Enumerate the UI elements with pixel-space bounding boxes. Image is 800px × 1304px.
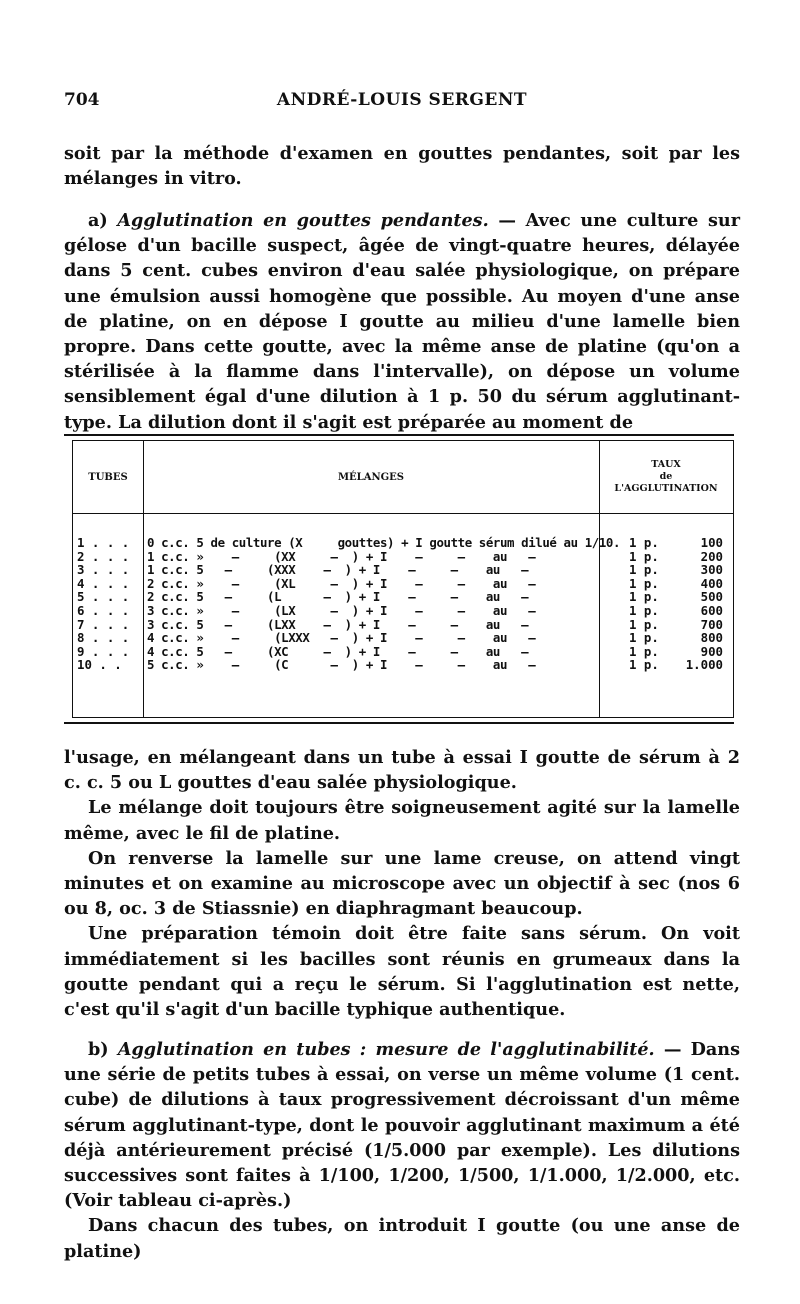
col-header-taux xyxy=(599,441,733,514)
tube-cell: 6 . . . xyxy=(77,602,130,618)
section-b xyxy=(64,1037,740,1264)
table-row xyxy=(73,535,733,549)
page-number: 704 xyxy=(64,90,100,110)
taux-prefix: 1 p. xyxy=(629,643,659,659)
taux-value: 300 xyxy=(700,562,723,578)
section-a xyxy=(64,208,740,435)
col-header-taux-line1: TAUX xyxy=(651,459,681,470)
section-b-paragraph xyxy=(64,1037,740,1213)
melange-cell: 2 c.c. » — (XL — ) + I — — au — xyxy=(147,575,536,591)
table-body xyxy=(73,535,733,671)
body-after-table xyxy=(64,745,740,1022)
melange-cell: 1 c.c. » — (XX — ) + I — — au — xyxy=(147,548,536,564)
table-row xyxy=(73,617,733,631)
taux-prefix: 1 p. xyxy=(629,535,659,550)
running-title: ANDRÉ-LOUIS SERGENT xyxy=(276,90,528,110)
taux-prefix: 1 p. xyxy=(629,575,659,591)
taux-prefix: 1 p. xyxy=(629,602,659,618)
table-row xyxy=(73,562,733,576)
melange-cell: 2 c.c. 5 — (L — ) + I — — au — xyxy=(147,589,529,605)
tube-cell: 8 . . . xyxy=(77,630,130,646)
taux-value: 400 xyxy=(700,575,723,591)
table-row xyxy=(73,630,733,644)
table-row xyxy=(73,549,733,563)
table-row xyxy=(73,644,733,658)
col-header-melanges: MÉLANGES xyxy=(143,441,600,514)
taux-prefix: 1 p. xyxy=(629,630,659,646)
intro-text: soit par la méthode d'examen en gouttes pendantes, soit par les mélanges in vitro. xyxy=(64,143,740,190)
melange-cell: 4 c.c. » — (LXXX — ) + I — — au — xyxy=(147,630,536,646)
table-row xyxy=(73,603,733,617)
taux-value: 1.000 xyxy=(685,657,723,673)
table-row xyxy=(73,657,733,671)
tube-cell: 5 . . . xyxy=(77,589,130,605)
paragraph-temoin: Une préparation témoin doit être faite sans sérum. On voit immédiatement si les bacilles sont réunis en grumeaux dans la goutte pendant qui a reçu le sérum. Si l'agglutination est nette, c'est qu'il s'agit d'un bacille typhique authentique. xyxy=(64,923,740,1021)
taux-value: 600 xyxy=(700,602,723,618)
taux-value: 500 xyxy=(700,589,723,605)
melange-cell: 3 c.c. » — (LX — ) + I — — au — xyxy=(147,602,536,618)
taux-prefix: 1 p. xyxy=(629,548,659,564)
section-b-text: — Dans une série de petits tubes à essai, on verse un même volume (1 cent. cube) de dilutions à taux progressivement décroissant d'un même sérum agglutinant-type, dont le pouvoir agglutinant maximum a été déjà antérieurement précisé (1/5.000 par exemple). Les dilutions successives sont faites à 1/100, 1/200, 1/500, 1/1.000, 1/2.000, etc. (Voir tableau ci-après.) xyxy=(64,1039,740,1212)
paragraph-renverse: On renverse la lamelle sur une lame creuse, on attend vingt minutes et on examine au microscope avec un objectif à sec (nos 6 ou 8, oc. 3 de Stiassnie) en diaphragmant beaucoup. xyxy=(64,847,740,920)
taux-prefix: 1 p. xyxy=(629,616,659,632)
taux-prefix: 1 p. xyxy=(629,589,659,605)
taux-prefix: 1 p. xyxy=(629,562,659,578)
table-row xyxy=(73,576,733,590)
section-a-label: a) xyxy=(88,210,108,231)
taux-value: 100 xyxy=(700,535,723,550)
col-header-taux-line2: de xyxy=(659,471,673,482)
melange-cell: 5 c.c. » — (C — ) + I — — au — xyxy=(147,657,536,673)
intro-paragraph xyxy=(64,141,740,191)
tube-cell: 1 . . . xyxy=(77,535,130,550)
taux-value: 800 xyxy=(700,630,723,646)
section-a-text: — Avec une culture sur gélose d'un bacille suspect, âgée de vingt-quatre heures, délayée dans 5 cent. cubes environ d'eau salée physiologique, on prépare une émulsion aussi homogène que possible. Au moyen d'une anse de platine, on en dépose I goutte au milieu d'une lamelle bien propre. Dans cette goutte, avec la même anse de platine (qu'on a stérilisée à la flamme dans l'intervalle), on dépose un volume sensiblement égal d'une dilution à 1 p. 50 du sérum agglutinant-type. La dilution dont il s'agit est préparée au moment de xyxy=(64,210,740,433)
taux-value: 700 xyxy=(700,616,723,632)
col-header-tubes: TUBES xyxy=(73,441,144,514)
paragraph-usage: l'usage, en mélangeant dans un tube à essai I goutte de sérum à 2 c. c. 5 ou L gouttes d'eau salée physiologique. xyxy=(64,747,740,794)
paragraph-melange: Le mélange doit toujours être soigneusement agité sur la lamelle même, avec le fil de platine. xyxy=(64,797,740,844)
tube-cell: 3 . . . xyxy=(77,562,130,578)
melange-cell: 0 c.c. 5 de culture (X gouttes) + I goutte sérum dilué au 1/10. xyxy=(147,535,621,550)
table-row xyxy=(73,589,733,603)
tube-cell: 10 . . xyxy=(77,657,122,673)
tube-cell: 2 . . . xyxy=(77,548,130,564)
dilution-table xyxy=(64,434,734,724)
section-b-label: b) xyxy=(88,1039,109,1060)
tube-cell: 4 . . . xyxy=(77,575,130,591)
table-frame xyxy=(72,440,734,718)
melange-cell: 4 c.c. 5 — (XC — ) + I — — au — xyxy=(147,643,529,659)
section-a-title: Agglutination en gouttes pendantes. xyxy=(117,210,489,231)
col-header-taux-line3: L'AGGLUTINATION xyxy=(614,483,718,494)
taux-prefix: 1 p. xyxy=(629,657,659,673)
page-header xyxy=(64,90,740,120)
taux-value: 900 xyxy=(700,643,723,659)
melange-cell: 3 c.c. 5 — (LXX — ) + I — — au — xyxy=(147,616,529,632)
taux-value: 200 xyxy=(700,548,723,564)
section-a-paragraph xyxy=(64,208,740,435)
section-b-title: Agglutination en tubes : mesure de l'agglutinabilité. xyxy=(117,1039,655,1060)
tube-cell: 7 . . . xyxy=(77,616,130,632)
melange-cell: 1 c.c. 5 — (XXX — ) + I — — au — xyxy=(147,562,529,578)
section-b-last-line: Dans chacun des tubes, on introduit I goutte (ou une anse de platine) xyxy=(64,1215,740,1262)
tube-cell: 9 . . . xyxy=(77,643,130,659)
